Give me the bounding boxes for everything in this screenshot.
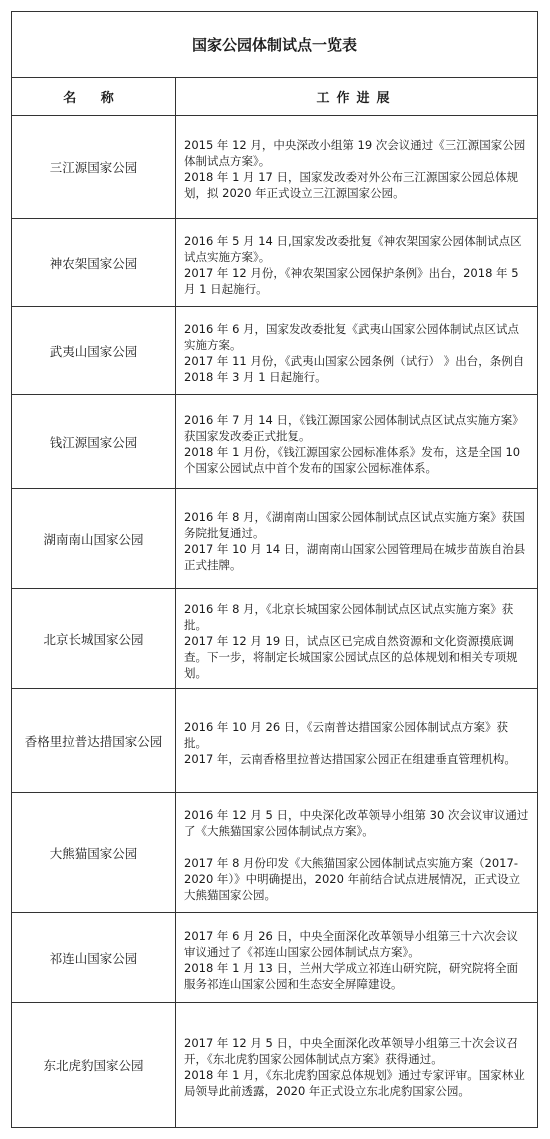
table-header [12,78,537,116]
progress-line: 2017 年 12 月 5 日，中央全面深化改革领导小组第三十次会议召开，《东北虎豹国家公园体制试点方案》获得通过。 [184,1036,518,1066]
progress-line: 2016 年 8 月，《北京长城国家公园体制试点区试点实施方案》获批。 [184,601,514,632]
progress-cell [176,1003,537,1127]
table-row [12,589,537,689]
progress-cell [176,689,537,792]
progress-line: 2017 年，云南香格里拉普达措国家公园正在组建垂直管理机构。 [184,751,516,766]
park-name: 大熊猫国家公园 [12,793,176,912]
progress-line: 2016 年 12 月 5 日，中央深化改革领导小组第 30 次会议审议通过了《大熊猫国家公园体制试点方案》。 [184,807,529,838]
park-name: 湖南南山国家公园 [12,489,176,588]
progress-line: 2017 年 11 月份，《武夷山国家公园条例（试行） 》出台，条例自 2018 年 3 月 1 日起施行。 [184,353,525,384]
progress-line: 2018 年 1 月，《东北虎豹国家总体规划》通过专家评审。国家林业局领导此前透露，2020 年正式设立东北虎豹国家公园。 [184,1068,525,1098]
table-row [12,307,537,395]
park-name: 钱江源国家公园 [12,395,176,488]
park-name: 三江源国家公园 [12,116,176,218]
table-row [12,913,537,1003]
park-name: 香格里拉普达措国家公园 [12,689,176,792]
table-row [12,793,537,913]
progress-line: 2017 年 12 月份，《神农架国家公园保护条例》出台，2018 年 5 月 1 日起施行。 [184,265,519,296]
progress-cell [176,395,537,488]
park-name: 神农架国家公园 [12,219,176,306]
progress-cell [176,589,537,688]
table-title: 国家公园体制试点一览表 [12,12,537,78]
progress-line: 2016 年 5 月 14 日,国家发改委批复《神农架国家公园体制试点区试点实施方案》。 [184,233,522,264]
progress-line: 2017 年 6 月 26 日，中央全面深化改革领导小组第三十六次会议审议通过了《祁连山国家公园体制试点方案》。 [184,928,518,959]
progress-line: 2018 年 1 月 13 日，兰州大学成立祁连山研究院，研究院将全面服务祁连山国家公园和生态安全屏障建设。 [184,960,518,991]
progress-line: 2016 年 6 月，国家发改委批复《武夷山国家公园体制试点区试点实施方案。 [184,321,520,352]
park-name: 北京长城国家公园 [12,589,176,688]
park-name: 武夷山国家公园 [12,307,176,394]
table-row [12,489,537,589]
table-frame [11,11,538,1128]
progress-line: 2016 年 8 月，《湖南南山国家公园体制试点区试点实施方案》获国务院批复通过。 [184,509,525,540]
progress-line: 2018 年 1 月 17 日，国家发改委对外公布三江源国家公园总体规划，拟 2020 年正式设立三江源国家公园。 [184,170,518,200]
progress-cell [176,793,537,912]
park-name: 祁连山国家公园 [12,913,176,1002]
header-name: 名 称 [12,78,176,115]
table-row [12,395,537,489]
table-row [12,116,537,219]
progress-line: 2015 年 12 月，中央深改小组第 19 次会议通过《三江源国家公园体制试点方案》。 [184,138,526,168]
progress-line: 2017 年 10 月 14 日，湖南南山国家公园管理局在城步苗族自治县正式挂牌。 [184,541,526,572]
progress-cell [176,219,537,306]
progress-line: 2017 年 8 月份印发《大熊猫国家公园体制试点实施方案（2017-2020 年）》中明确提出，2020 年前结合试点进展情况，正式设立大熊猫国家公园。 [184,855,521,902]
header-progress: 工作进展 [316,91,397,106]
progress-line: 2016 年 7 月 14 日，《钱江源国家公园体制试点区试点实施方案》获国家发改委正式批复。 [184,412,524,443]
progress-line: 2016 年 10 月 26 日，《云南普达措国家公园体制试点方案》获批。 [184,719,509,750]
progress-line: 2018 年 1 月份，《钱江源国家公园标准体系》发布，这是全国 10 个国家公园试点中首个发布的国家公园标准体系。 [184,444,521,475]
table-row [12,1003,537,1127]
progress-cell [176,913,537,1002]
progress-cell [176,307,537,394]
table-row [12,219,537,307]
progress-cell [176,489,537,588]
park-name: 东北虎豹国家公园 [12,1003,176,1127]
table-row [12,689,537,793]
progress-cell [176,116,537,218]
progress-line: 2017 年 12 月 19 日，试点区已完成自然资源和文化资源摸底调查。下一步，将制定长城国家公园试点区的总体规划和相关专项规划。 [184,633,518,680]
